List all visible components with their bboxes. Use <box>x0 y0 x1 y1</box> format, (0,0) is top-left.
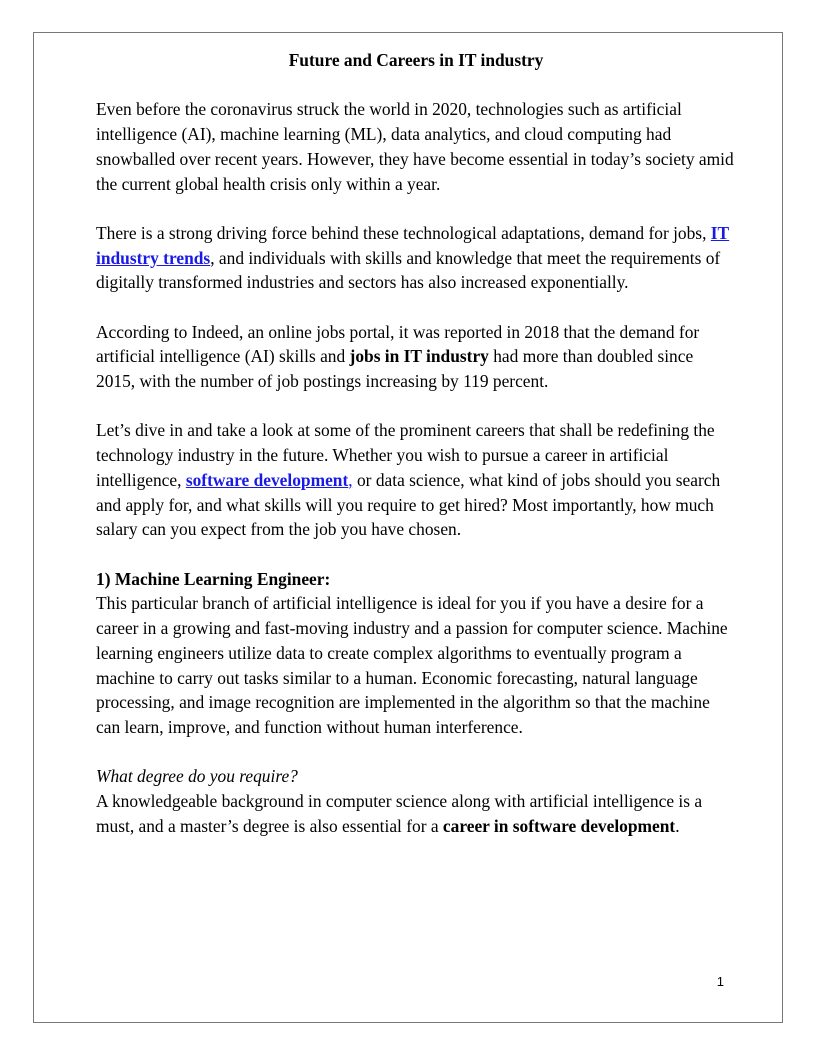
degree-answer <box>96 789 736 838</box>
paragraph-text: or data science, what kind of jobs should you search and apply for, and what skills will you require to get hired? Most importantly, how much salary can you expect from the job you have chosen. <box>96 469 721 540</box>
document-title: Future and Careers in IT industry <box>288 50 544 70</box>
link-text: software development <box>185 469 349 490</box>
paragraph-text: According to Indeed, an online jobs portal, it was reported in 2018 that the demand for artificial intelligence (AI) skills and <box>96 321 700 367</box>
paragraph-driving-force <box>96 221 736 295</box>
paragraph-text: A knowledgeable background in computer science along with artificial intelligence is a must, and a master’s degree is also essential for a <box>96 791 703 836</box>
paragraph-careers <box>96 418 736 542</box>
it-industry-trends-link[interactable]: IT industry trends <box>96 222 730 268</box>
paragraph-text: There is a strong driving force behind these technological adaptations, demand for jobs, <box>96 222 711 243</box>
section-heading: 1) Machine Learning Engineer: <box>96 568 331 589</box>
link-trail: , <box>348 469 353 490</box>
bold-phrase: jobs in IT industry <box>349 346 489 367</box>
paragraph-text: Let’s dive in and take a look at some of the prominent careers that shall be redefining the technology industry in the future. Whether you wish to pursue a career in artificial intelligence, <box>96 420 715 490</box>
page-number: 1 <box>716 974 724 989</box>
section-body: This particular branch of artificial intelligence is ideal for you if you have a desire for a career in a growing and fast-moving industry and a passion for computer science. Machine learning engineers utilize data to create complex algorithms to eventually program a machine to carry out tasks similar to a human. Economic forecasting, natural language processing, and image recognition are implemented in the algorithm so that the machine can learn, improve, and function without human interference. <box>96 593 728 737</box>
paragraph-intro: Even before the coronavirus struck the world in 2020, technologies such as artificial intelligence (AI), machine learning (ML), data analytics, and cloud computing had snowballed over recent years. However, they have become essential in today’s society amid the current global health crisis only within a year. <box>96 99 734 194</box>
paragraph-text: , and individuals with skills and knowledge that meet the requirements of digitally transformed industries and sectors has also increased exponentially. <box>96 247 721 293</box>
degree-question: What degree do you require? <box>96 766 298 787</box>
document-body <box>96 48 736 838</box>
bold-phrase: career in software development <box>442 815 676 836</box>
paragraph-text: had more than doubled since 2015, with the number of job postings increasing by 119 percent. <box>96 346 694 392</box>
paragraph-indeed <box>96 320 736 394</box>
paragraph-text: . <box>675 815 680 836</box>
software-development-link[interactable] <box>186 470 353 490</box>
